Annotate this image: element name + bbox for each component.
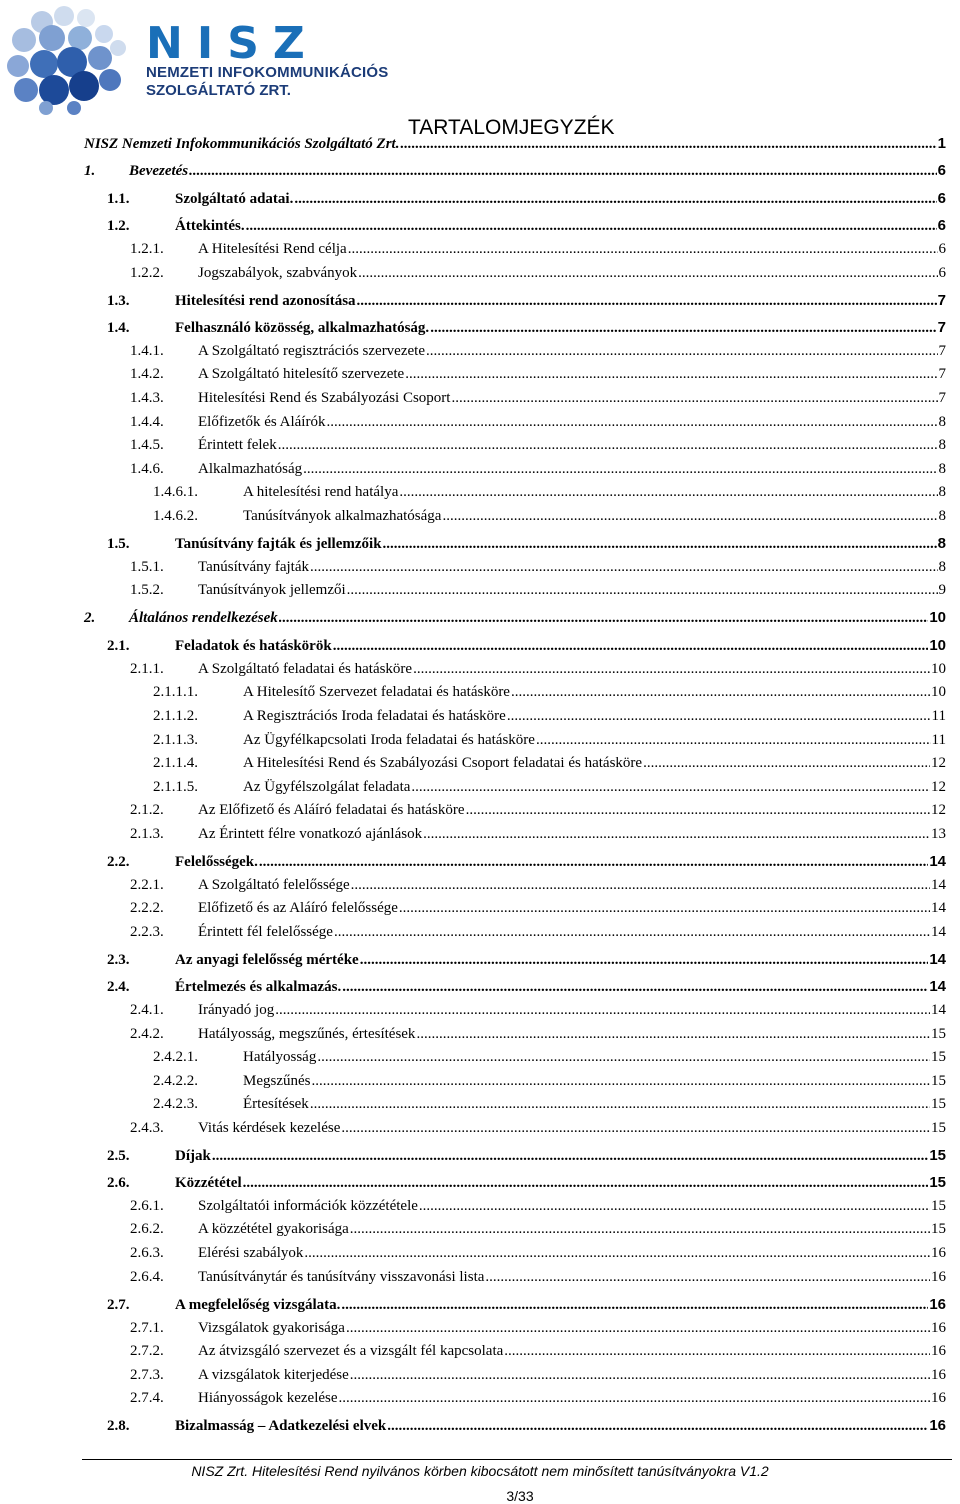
toc-entry-number: 2.1.1.1.: [153, 684, 198, 700]
toc-entry[interactable]: [107, 319, 946, 339]
toc-entry-title: A hitelesítési rend hatálya: [243, 484, 399, 500]
toc-entry-page-number: 1: [937, 135, 946, 152]
toc-entry-title: Közzététel: [175, 1175, 242, 1191]
toc-entry-page-number: 15: [931, 1073, 946, 1089]
toc-entry-number: 2.4.: [107, 979, 130, 995]
toc-entry-page-number: 10: [929, 609, 946, 626]
toc-entry-title: Felelősségek.: [175, 854, 258, 870]
toc-entry[interactable]: [153, 508, 946, 528]
toc-entry[interactable]: [130, 661, 946, 681]
toc-entry-number: 2.2.1.: [130, 877, 164, 893]
toc-entry-page-number: 16: [931, 1343, 946, 1359]
toc-entry-number: 2.1.1.3.: [153, 732, 198, 748]
toc-entry[interactable]: [130, 1390, 946, 1410]
toc-entry-number: 1.4.6.1.: [153, 484, 198, 500]
toc-entry[interactable]: [130, 1002, 946, 1022]
toc-entry-page-number: 15: [931, 1198, 946, 1214]
toc-entry-page-number: 14: [931, 877, 946, 893]
toc-entry-page-number: 7: [937, 292, 946, 309]
toc-entry-page-number: 8: [938, 437, 946, 453]
toc-entry-title: Hiányosságok kezelése: [198, 1390, 338, 1406]
toc-entry[interactable]: [130, 1320, 946, 1340]
toc-entry-number: 1.4.1.: [130, 343, 164, 359]
toc-entry-page-number: 6: [937, 162, 946, 179]
toc-entry-title: Elérési szabályok: [198, 1245, 304, 1261]
toc-entry[interactable]: [107, 1417, 946, 1437]
toc-entry[interactable]: [153, 1049, 946, 1069]
toc-entry-leader-dots: [346, 1320, 930, 1337]
toc-entry-page-number: 11: [931, 708, 946, 724]
toc-entry-leader-dots: [278, 437, 938, 454]
toc-entry-number: 2.4.2.2.: [153, 1073, 198, 1089]
toc-entry-leader-dots: [536, 732, 931, 749]
toc-entry-number: 2.4.2.: [130, 1026, 164, 1042]
toc-entry-leader-dots: [339, 1390, 930, 1407]
toc-entry[interactable]: [153, 1096, 946, 1116]
toc-entry[interactable]: [130, 826, 946, 846]
toc-entry-leader-dots: [350, 1221, 930, 1238]
toc-entry-number: 2.2.: [107, 854, 130, 870]
toc-entry-title: Hatályosság: [243, 1049, 317, 1065]
toc-entry-number: 1.3.: [107, 293, 130, 309]
toc-entry-page-number: 12: [931, 802, 946, 818]
toc-entry-title: Hatályosság, megszűnés, értesítések: [198, 1026, 416, 1042]
toc-entry[interactable]: [153, 1073, 946, 1093]
toc-entry-title: Irányadó jog: [198, 1002, 275, 1018]
toc-entry-title: Vitás kérdések kezelése: [198, 1120, 341, 1136]
logo-brand-line2: SZOLGÁLTATÓ ZRT.: [146, 82, 291, 99]
toc-entry[interactable]: [107, 1147, 946, 1167]
toc-entry-leader-dots: [243, 1175, 929, 1192]
toc-entry-title: Általános rendelkezések: [129, 610, 278, 626]
toc-entry-number: 2.1.1.4.: [153, 755, 198, 771]
toc-entry[interactable]: [130, 390, 946, 410]
toc-entry[interactable]: [84, 135, 946, 155]
toc-entry[interactable]: [130, 877, 946, 897]
toc-entry-number: 2.1.1.5.: [153, 779, 198, 795]
toc-entry-number: 2.6.4.: [130, 1269, 164, 1285]
page-title: TARTALOMJEGYZÉK: [408, 116, 615, 139]
toc-entry-leader-dots: [416, 1026, 930, 1043]
toc-entry[interactable]: [130, 414, 946, 434]
toc-entry-page-number: 7: [938, 390, 946, 406]
toc-entry-title: A Hitelesítési Rend és Szabályozási Csoport feladatai és hatásköre: [243, 755, 643, 771]
toc-entry[interactable]: [153, 779, 946, 799]
toc-entry-leader-dots: [347, 582, 938, 599]
toc-entry-page-number: 6: [937, 217, 946, 234]
footer-page-number: 3/33: [506, 1488, 534, 1504]
toc-entry-page-number: 16: [929, 1296, 946, 1313]
toc-entry-leader-dots: [360, 952, 929, 969]
toc-entry-number: 2.1.1.2.: [153, 708, 198, 724]
toc-entry[interactable]: [130, 1269, 946, 1289]
toc-entry-page-number: 15: [929, 1174, 946, 1191]
toc-entry-page-number: 6: [938, 241, 946, 257]
nisz-logo-dots-icon: [6, 4, 136, 116]
toc-entry-number: 1.5.1.: [130, 559, 164, 575]
footer-divider: [82, 1459, 952, 1460]
nisz-logo: [6, 4, 426, 116]
toc-entry-leader-dots: [304, 1245, 930, 1262]
toc-entry-page-number: 12: [931, 755, 946, 771]
toc-entry[interactable]: [107, 978, 946, 998]
toc-entry-title: Előfizető és az Aláíró felelőssége: [198, 900, 398, 916]
toc-entry-number: 2.6.1.: [130, 1198, 164, 1214]
toc-entry-leader-dots: [399, 900, 930, 917]
toc-entry-page-number: 7: [938, 343, 946, 359]
toc-entry-number: 2.1.1.: [130, 661, 164, 677]
toc-entry-number: 1.1.: [107, 191, 130, 207]
toc-entry-title: Szolgáltató adatai.: [175, 191, 294, 207]
toc-entry[interactable]: [84, 609, 946, 629]
toc-entry-title: Vizsgálatok gyakorisága: [198, 1320, 345, 1336]
toc-entry-title: Az Ügyfélszolgálat feladata: [243, 779, 411, 795]
toc-entry[interactable]: [107, 951, 946, 971]
toc-entry-number: 1.4.: [107, 320, 130, 336]
toc-entry[interactable]: [130, 900, 946, 920]
toc-entry[interactable]: [153, 684, 946, 704]
toc-entry[interactable]: [130, 1245, 946, 1265]
toc-entry-number: 2.5.: [107, 1148, 130, 1164]
toc-entry-number: 2.6.: [107, 1175, 130, 1191]
toc-entry-leader-dots: [383, 536, 937, 553]
toc-entry-title: Érintett fél felelőssége: [198, 924, 333, 940]
toc-entry-page-number: 16: [931, 1367, 946, 1383]
toc-entry-leader-dots: [442, 508, 937, 525]
toc-entry[interactable]: [130, 1221, 946, 1241]
toc-entry-title: Az Előfizető és Aláíró feladatai és hatásköre: [198, 802, 465, 818]
toc-entry[interactable]: [130, 265, 946, 285]
toc-entry-title: NISZ Nemzeti Infokommunikációs Szolgáltató Zrt.: [84, 136, 400, 152]
toc-entry-number: 1.5.2.: [130, 582, 164, 598]
toc-entry-number: 2.4.2.1.: [153, 1049, 198, 1065]
toc-entry-leader-dots: [246, 218, 937, 235]
toc-entry-title: A Szolgáltató felelőssége: [198, 877, 350, 893]
toc-entry-page-number: 12: [931, 779, 946, 795]
toc-entry-number: 1.4.5.: [130, 437, 164, 453]
toc-entry-number: 1.4.6.: [130, 461, 164, 477]
toc-entry-page-number: 8: [938, 461, 946, 477]
toc-entry-page-number: 7: [938, 366, 946, 382]
toc-entry-leader-dots: [310, 559, 938, 576]
toc-entry-page-number: 8: [937, 535, 946, 552]
toc-entry-number: 1.4.6.2.: [153, 508, 198, 524]
toc-entry-leader-dots: [294, 191, 936, 208]
toc-entry-leader-dots: [466, 802, 930, 819]
toc-entry-leader-dots: [419, 1198, 930, 1215]
toc-entry[interactable]: [107, 1296, 946, 1316]
toc-entry-title: Előfizetők és Aláírók: [198, 414, 326, 430]
toc-entry-page-number: 15: [931, 1096, 946, 1112]
toc-entry[interactable]: [130, 366, 946, 386]
toc-entry[interactable]: [130, 1026, 946, 1046]
toc-entry-leader-dots: [430, 320, 936, 337]
toc-entry-leader-dots: [189, 163, 937, 180]
toc-entry-leader-dots: [504, 1343, 930, 1360]
toc-entry-page-number: 9: [938, 582, 946, 598]
toc-entry[interactable]: [130, 924, 946, 944]
toc-entry-title: A Szolgáltató regisztrációs szervezete: [198, 343, 425, 359]
toc-entry-page-number: 11: [931, 732, 946, 748]
toc-entry-page-number: 10: [931, 684, 946, 700]
toc-entry-number: 2.2.2.: [130, 900, 164, 916]
toc-entry-leader-dots: [303, 461, 937, 478]
toc-entry-number: 1.: [84, 163, 96, 179]
toc-entry-number: 2.2.3.: [130, 924, 164, 940]
toc-entry[interactable]: [130, 1198, 946, 1218]
toc-entry-number: 2.1.3.: [130, 826, 164, 842]
toc-entry-page-number: 14: [929, 978, 946, 995]
toc-entry-leader-dots: [317, 1049, 930, 1066]
toc-entry-title: A Hitelesítő Szervezet feladatai és hatásköre: [243, 684, 510, 700]
toc-entry-page-number: 16: [931, 1390, 946, 1406]
toc-entry-title: Értelmezés és alkalmazás.: [175, 979, 342, 995]
toc-entry[interactable]: [107, 637, 946, 657]
toc-entry-number: 2.4.1.: [130, 1002, 164, 1018]
toc-entry-number: 2.7.2.: [130, 1343, 164, 1359]
toc-entry-number: 2.4.3.: [130, 1120, 164, 1136]
toc-entry[interactable]: [130, 437, 946, 457]
toc-entry-page-number: 15: [931, 1120, 946, 1136]
toc-entry-title: Értesítések: [243, 1096, 309, 1112]
toc-entry-page-number: 16: [931, 1320, 946, 1336]
toc-entry-title: A Regisztrációs Iroda feladatai és hatásköre: [243, 708, 506, 724]
toc-entry-page-number: 10: [931, 661, 946, 677]
toc-entry-title: A megfelelőség vizsgálata.: [175, 1297, 341, 1313]
toc-entry-title: Tanúsítvány fajták és jellemzőik: [175, 536, 382, 552]
toc-entry-leader-dots: [643, 755, 930, 772]
toc-entry-title: Feladatok és hatáskörök: [175, 638, 332, 654]
toc-entry-leader-dots: [341, 1120, 930, 1137]
footer-text: NISZ Zrt. Hitelesítési Rend nyilvános körben kibocsátott nem minősített tanúsítványokra V1.2: [191, 1463, 769, 1479]
toc-entry-title: Tanúsítványtár és tanúsítvány visszavonási lista: [198, 1269, 485, 1285]
toc-entry-title: A Szolgáltató feladatai és hatásköre: [198, 661, 413, 677]
toc-entry-page-number: 15: [931, 1026, 946, 1042]
toc-entry-title: Érintett felek: [198, 437, 277, 453]
toc-entry-title: Hitelesítési Rend és Szabályozási Csoport: [198, 390, 451, 406]
toc-entry-number: 2.7.1.: [130, 1320, 164, 1336]
toc-entry-page-number: 16: [931, 1269, 946, 1285]
toc-entry-leader-dots: [275, 1002, 930, 1019]
toc-entry[interactable]: [130, 802, 946, 822]
toc-entry-title: Szolgáltatói információk közzététele: [198, 1198, 418, 1214]
toc-entry-leader-dots: [342, 979, 928, 996]
toc-entry-title: Bizalmasság – Adatkezelési elvek: [175, 1418, 387, 1434]
toc-entry-number: 2.8.: [107, 1418, 130, 1434]
toc-entry-page-number: 14: [931, 900, 946, 916]
toc-entry-leader-dots: [350, 1367, 930, 1384]
toc-entry-leader-dots: [511, 684, 930, 701]
toc-entry-title: A Hitelesítési Rend célja: [198, 241, 347, 257]
toc-entry-title: Hitelesítési rend azonosítása: [175, 293, 356, 309]
toc-entry-number: 1.2.2.: [130, 265, 164, 281]
toc-entry[interactable]: [107, 853, 946, 873]
toc-entry-title: Áttekintés.: [175, 218, 245, 234]
toc-entry-number: 2.6.3.: [130, 1245, 164, 1261]
toc-entry-leader-dots: [358, 265, 937, 282]
toc-entry[interactable]: [130, 461, 946, 481]
toc-entry-leader-dots: [334, 924, 930, 941]
logo-brand-line1: NEMZETI INFOKOMMUNIKÁCIÓS: [146, 64, 389, 81]
toc-entry-number: 2.3.: [107, 952, 130, 968]
toc-entry-page-number: 8: [938, 559, 946, 575]
toc-entry-page-number: 14: [931, 1002, 946, 1018]
toc-entry-leader-dots: [333, 638, 929, 655]
toc-entry-title: A Szolgáltató hitelesítő szervezete: [198, 366, 405, 382]
toc-entry-number: 2.7.: [107, 1297, 130, 1313]
toc-entry[interactable]: [107, 217, 946, 237]
toc-entry-title: Tanúsítványok alkalmazhatósága: [243, 508, 442, 524]
toc-entry[interactable]: [107, 535, 946, 555]
toc-entry-title: Az Érintett félre vonatkozó ajánlások: [198, 826, 423, 842]
toc-entry-page-number: 15: [931, 1049, 946, 1065]
toc-entry-leader-dots: [451, 390, 937, 407]
toc-entry-page-number: 14: [931, 924, 946, 940]
toc-entry-title: Bevezetés: [129, 163, 189, 179]
toc-entry-number: 2.1.: [107, 638, 130, 654]
toc-entry[interactable]: [153, 732, 946, 752]
toc-entry-leader-dots: [423, 826, 930, 843]
toc-entry-page-number: 10: [929, 637, 946, 654]
toc-entry-leader-dots: [312, 1073, 931, 1090]
toc-entry-title: Az átvizsgáló szervezet és a vizsgált fél kapcsolata: [198, 1343, 504, 1359]
toc-entry-page-number: 15: [931, 1221, 946, 1237]
toc-entry-leader-dots: [485, 1269, 930, 1286]
toc-entry[interactable]: [84, 162, 946, 182]
toc-entry-page-number: 7: [937, 319, 946, 336]
toc-entry-number: 2.4.2.3.: [153, 1096, 198, 1112]
toc-entry-page-number: 13: [931, 826, 946, 842]
toc-entry-number: 2.: [84, 610, 96, 626]
toc-entry[interactable]: [153, 755, 946, 775]
toc-entry-title: A közzététel gyakorisága: [198, 1221, 349, 1237]
toc-entry-number: 1.4.4.: [130, 414, 164, 430]
toc-entry[interactable]: [107, 1174, 946, 1194]
toc-entry-page-number: 16: [931, 1245, 946, 1261]
toc-entry-number: 1.2.: [107, 218, 130, 234]
toc-entry-leader-dots: [400, 136, 936, 153]
toc-entry-leader-dots: [348, 241, 938, 258]
toc-entry-title: Tanúsítványok jellemzői: [198, 582, 346, 598]
toc-entry[interactable]: [130, 1120, 946, 1140]
toc-entry-title: Díjak: [175, 1148, 211, 1164]
toc-entry-leader-dots: [351, 877, 930, 894]
toc-entry-page-number: 14: [929, 853, 946, 870]
toc-entry-leader-dots: [411, 779, 930, 796]
toc-entry-page-number: 8: [938, 484, 946, 500]
toc-entry-title: Tanúsítvány fajták: [198, 559, 309, 575]
toc-entry-title: Alkalmazhatóság: [198, 461, 303, 477]
toc-entry-leader-dots: [413, 661, 930, 678]
toc-entry-leader-dots: [279, 610, 929, 627]
toc-entry-page-number: 14: [929, 951, 946, 968]
toc-entry-title: Az Ügyfélkapcsolati Iroda feladatai és hatásköre: [243, 732, 535, 748]
toc-entry-number: 1.5.: [107, 536, 130, 552]
toc-entry-number: 2.6.2.: [130, 1221, 164, 1237]
toc-entry-leader-dots: [326, 414, 937, 431]
toc-entry-leader-dots: [426, 343, 938, 360]
toc-entry-leader-dots: [399, 484, 937, 501]
toc-entry-leader-dots: [405, 366, 937, 383]
toc-entry-leader-dots: [212, 1148, 928, 1165]
toc-entry-leader-dots: [507, 708, 931, 725]
toc-entry-title: Az anyagi felelősség mértéke: [175, 952, 359, 968]
toc-entry-title: Jogszabályok, szabványok: [198, 265, 358, 281]
toc-entry-title: Megszűnés: [243, 1073, 311, 1089]
toc-entry-page-number: 8: [938, 414, 946, 430]
toc-entry[interactable]: [130, 1343, 946, 1363]
toc-entry[interactable]: [130, 559, 946, 579]
toc-entry[interactable]: [130, 241, 946, 261]
toc-entry-number: 1.2.1.: [130, 241, 164, 257]
toc-entry-title: Felhasználó közösség, alkalmazhatóság.: [175, 320, 430, 336]
toc-entry-leader-dots: [357, 293, 937, 310]
toc-entry-page-number: 16: [929, 1417, 946, 1434]
toc-entry-leader-dots: [310, 1096, 930, 1113]
toc-entry-leader-dots: [259, 854, 928, 871]
toc-entry-number: 2.7.4.: [130, 1390, 164, 1406]
toc-entry[interactable]: [130, 1367, 946, 1387]
toc-entry-page-number: 15: [929, 1147, 946, 1164]
toc-entry-leader-dots: [341, 1297, 928, 1314]
toc-entry-title: A vizsgálatok kiterjedése: [198, 1367, 349, 1383]
toc-entry[interactable]: [153, 708, 946, 728]
toc-entry-number: 2.7.3.: [130, 1367, 164, 1383]
toc-entry-page-number: 6: [937, 190, 946, 207]
toc-entry-leader-dots: [387, 1418, 928, 1435]
toc-entry-page-number: 6: [938, 265, 946, 281]
toc-entry[interactable]: [107, 292, 946, 312]
toc-entry-number: 2.1.2.: [130, 802, 164, 818]
toc-entry[interactable]: [130, 582, 946, 602]
toc-entry-number: 1.4.2.: [130, 366, 164, 382]
logo-brand-name: NISZ: [146, 18, 319, 69]
toc-entry[interactable]: [130, 343, 946, 363]
toc-entry-number: 1.4.3.: [130, 390, 164, 406]
toc-entry[interactable]: [107, 190, 946, 210]
toc-entry[interactable]: [153, 484, 946, 504]
toc-entry-page-number: 8: [938, 508, 946, 524]
